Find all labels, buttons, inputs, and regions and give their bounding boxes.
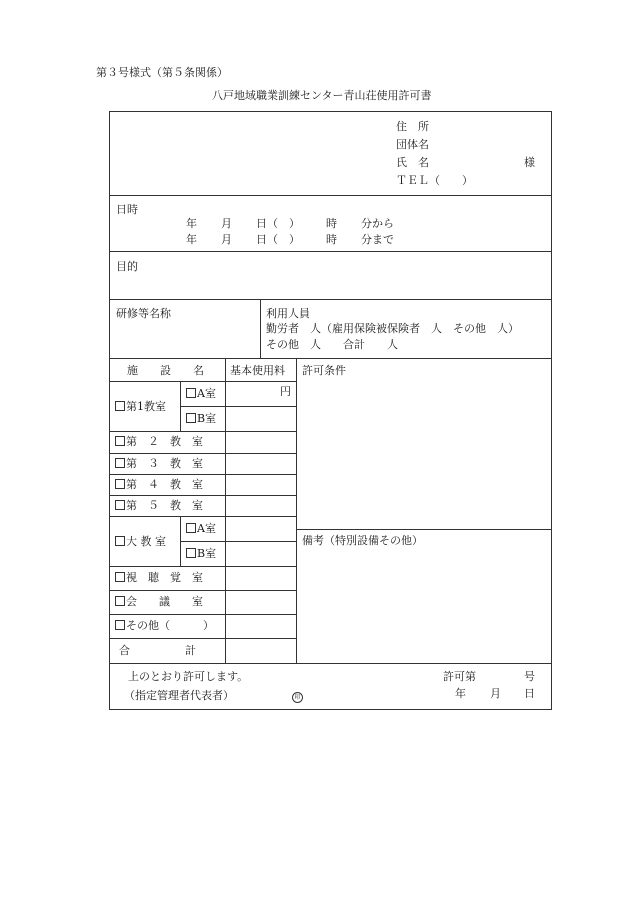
classroom1-option[interactable]: 第1教室 — [115, 401, 166, 412]
conditions-header: 許可条件 — [302, 364, 346, 377]
divider — [180, 541, 296, 542]
divider — [109, 474, 296, 475]
divider — [109, 516, 296, 517]
to-year: 年 — [186, 233, 197, 246]
divider — [296, 529, 552, 530]
divider — [180, 406, 296, 407]
total-label: 合 計 — [119, 644, 196, 657]
divider — [109, 381, 296, 382]
checkbox[interactable] — [186, 523, 196, 533]
checkbox[interactable] — [115, 536, 125, 546]
divider — [109, 453, 296, 454]
users-breakdown: 勤労者 人（雇用保険被保険者 人 その他 人） — [266, 322, 519, 335]
training-name-label: 研修等名称 — [116, 307, 171, 320]
to-month: 月 — [221, 233, 232, 246]
divider — [109, 590, 296, 591]
column-divider — [296, 358, 297, 663]
yen-unit: 円 — [280, 385, 291, 398]
classroom3-option[interactable]: 第 ３ 教 室 — [115, 458, 203, 469]
divider — [109, 431, 296, 432]
purpose-label: 目的 — [116, 260, 138, 273]
permit-month: 月 — [490, 687, 501, 700]
remarks-label: 備考（特別設備その他） — [302, 534, 423, 547]
divider — [109, 663, 552, 664]
address-label: 住 所 — [396, 120, 429, 133]
column-divider — [180, 516, 181, 566]
document-title: 八戸地域職業訓練センター青山荘使用許可書 — [212, 89, 432, 102]
permit-statement: 上のとおり許可します。 — [128, 670, 249, 683]
from-day: 日（ ） — [256, 217, 300, 230]
checkbox[interactable] — [115, 458, 125, 468]
permit-number-label: 許可第 — [443, 670, 476, 683]
group-name-label: 団体名 — [396, 138, 429, 151]
divider — [109, 299, 552, 300]
to-hour: 時 — [326, 233, 337, 246]
column-divider — [225, 358, 226, 663]
from-month: 月 — [221, 217, 232, 230]
checkbox[interactable] — [115, 401, 125, 411]
classroom2-option[interactable]: 第 ２ 教 室 — [115, 436, 203, 447]
column-divider — [260, 299, 261, 358]
large-classroom-option[interactable]: 大 教 室 — [115, 536, 166, 547]
divider — [109, 195, 552, 196]
tel-label: ＴＥＬ（ ） — [396, 174, 473, 187]
large-room-a[interactable]: A室 — [186, 523, 216, 534]
permit-number-suffix: 号 — [524, 670, 535, 683]
divider — [109, 495, 296, 496]
seal-mark: 印 — [292, 690, 303, 703]
classroom1-room-b[interactable]: B室 — [186, 413, 216, 424]
classroom5-option[interactable]: 第 ５ 教 室 — [115, 500, 203, 511]
fee-header: 基本使用料 — [230, 364, 285, 377]
users-label: 利用人員 — [266, 307, 310, 320]
from-year: 年 — [186, 217, 197, 230]
checkbox[interactable] — [115, 596, 125, 606]
users-total: その他 人 合計 人 — [266, 338, 398, 351]
permit-day: 日 — [524, 687, 535, 700]
honorific: 様 — [524, 156, 535, 169]
meeting-room-option[interactable]: 会 議 室 — [115, 596, 203, 607]
divider — [109, 638, 296, 639]
checkbox[interactable] — [115, 479, 125, 489]
divider — [109, 614, 296, 615]
other-option[interactable]: その他（ ） — [115, 620, 214, 631]
checkbox[interactable] — [115, 436, 125, 446]
av-room-option[interactable]: 視 聴 覚 室 — [115, 572, 203, 583]
form-number: 第３号様式（第５条関係） — [96, 66, 228, 79]
divider — [109, 358, 552, 359]
checkbox[interactable] — [186, 388, 196, 398]
from-minute: 分から — [361, 217, 394, 230]
large-room-b[interactable]: B室 — [186, 548, 216, 559]
checkbox[interactable] — [186, 548, 196, 558]
to-minute: 分まで — [361, 233, 394, 246]
checkbox[interactable] — [115, 572, 125, 582]
divider — [109, 251, 552, 252]
to-day: 日（ ） — [256, 233, 300, 246]
checkbox[interactable] — [115, 500, 125, 510]
checkbox[interactable] — [115, 620, 125, 630]
facility-header: 施 設 名 — [127, 364, 204, 377]
divider — [109, 566, 296, 567]
checkbox[interactable] — [186, 413, 196, 423]
classroom4-option[interactable]: 第 ４ 教 室 — [115, 479, 203, 490]
name-label: 氏 名 — [396, 156, 429, 169]
from-hour: 時 — [326, 217, 337, 230]
classroom1-room-a[interactable]: A室 — [186, 388, 216, 399]
manager-label: （指定管理者代表者） — [124, 689, 234, 702]
datetime-label: 日時 — [116, 203, 138, 216]
permit-year: 年 — [455, 687, 466, 700]
column-divider — [180, 381, 181, 431]
